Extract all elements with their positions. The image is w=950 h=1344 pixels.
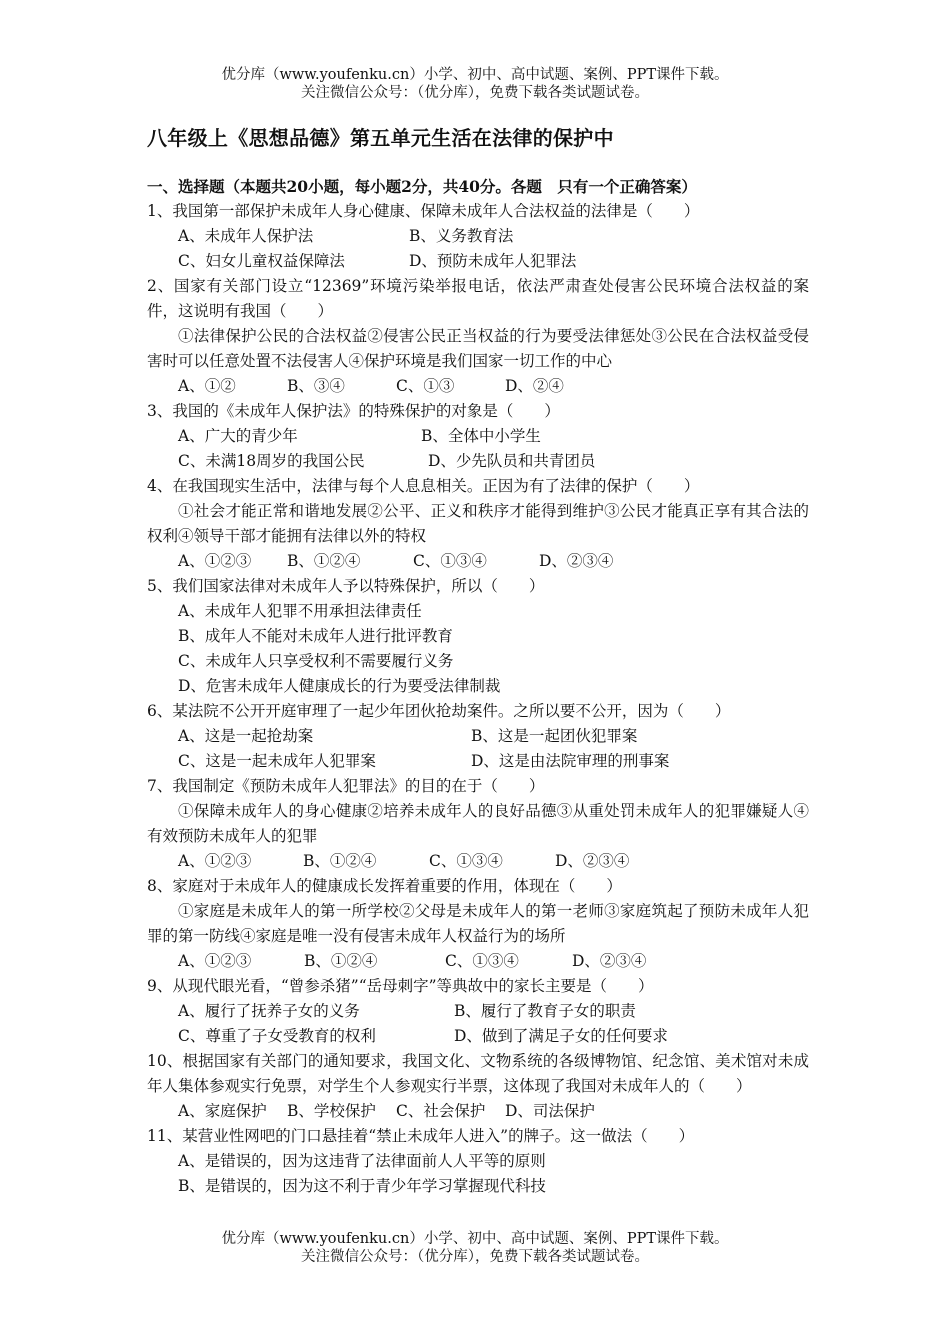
option-row bbox=[147, 224, 809, 249]
question-stem: 10、根据国家有关部门的通知要求，我国文化、文物系统的各级博物馆、纪念馆、美术馆对未成年人集体参观实行免票，对学生个人参观实行半票，这体现了我国对未成年人的（ ） bbox=[147, 1052, 809, 1095]
page-header bbox=[0, 66, 950, 102]
option: A、广大的青少年 bbox=[178, 427, 298, 445]
option-row bbox=[147, 999, 809, 1024]
option: D、危害未成年人健康成长的行为要受法律制裁 bbox=[178, 677, 501, 695]
option: D、少先队员和共青团员 bbox=[428, 452, 596, 470]
question-statements: ①法律保护公民的合法权益②侵害公民正当权益的行为要受法律惩处③公民在合法权益受侵害时可以任意处置不法侵害人④保护环境是我们国家一切工作的中心 bbox=[147, 327, 809, 370]
option: A、未成年人保护法 bbox=[178, 227, 314, 245]
footer-line-1: 优分库（www.youfenku.cn）小学、初中、高中试题、案例、PPT课件下载。 bbox=[221, 1231, 729, 1247]
option: A、家庭保护 bbox=[178, 1102, 267, 1120]
header-line-1: 优分库（www.youfenku.cn）小学、初中、高中试题、案例、PPT课件下载。 bbox=[221, 67, 729, 83]
question-stem: 3、我国的《未成年人保护法》的特殊保护的对象是（ ） bbox=[147, 402, 560, 420]
option: C、①③④ bbox=[429, 852, 503, 870]
option-row bbox=[147, 424, 809, 449]
option: C、未成年人只享受权利不需要履行义务 bbox=[178, 652, 454, 670]
option: B、履行了教育子女的职责 bbox=[454, 1002, 636, 1020]
option: C、妇女儿童权益保障法 bbox=[178, 252, 345, 270]
option: B、是错误的，因为这不利于青少年学习掌握现代科技 bbox=[178, 1177, 546, 1195]
option: D、司法保护 bbox=[505, 1102, 595, 1120]
question-stem: 7、我国制定《预防未成年人犯罪法》的目的在于（ ） bbox=[147, 777, 545, 795]
option: A、是错误的，因为这违背了法律面前人人平等的原则 bbox=[178, 1152, 546, 1170]
question-section bbox=[147, 174, 809, 1199]
question-statements: ①社会才能正常和谐地发展②公平、正义和秩序才能得到维护③公民才能真正享有其合法的权利④领导干部才能拥有法律以外的特权 bbox=[147, 502, 809, 545]
option: B、①②④ bbox=[304, 952, 378, 970]
option: A、①②③ bbox=[178, 552, 252, 570]
option-row bbox=[147, 549, 809, 574]
header-line-2: 关注微信公众号：（优分库），免费下载各类试题试卷。 bbox=[301, 85, 649, 101]
footer-line-2: 关注微信公众号：（优分库），免费下载各类试题试卷。 bbox=[301, 1249, 649, 1265]
option: C、未满18周岁的我国公民 bbox=[178, 452, 365, 470]
option: C、①③④ bbox=[413, 552, 487, 570]
option: B、义务教育法 bbox=[409, 227, 514, 245]
option: B、学校保护 bbox=[287, 1102, 376, 1120]
option-row bbox=[147, 249, 809, 274]
option: C、①③ bbox=[396, 377, 455, 395]
option: C、这是一起未成年人犯罪案 bbox=[178, 752, 376, 770]
question-stem: 6、某法院不公开开庭审理了一起少年团伙抢劫案件。之所以要不公开，因为（ ） bbox=[147, 702, 731, 720]
option: B、①②④ bbox=[303, 852, 377, 870]
option: B、③④ bbox=[287, 377, 345, 395]
option: D、②③④ bbox=[572, 952, 647, 970]
option-row bbox=[147, 1024, 809, 1049]
question-stem: 2、国家有关部门设立“12369”环境污染举报电话，依法严肃查处侵害公民环境合法权益的案件，这说明有我国（ ） bbox=[147, 277, 809, 320]
option-row bbox=[147, 1099, 809, 1124]
question-statements: ①家庭是未成年人的第一所学校②父母是未成年人的第一老师③家庭筑起了预防未成年人犯罪的第一防线④家庭是唯一没有侵害未成年人权益行为的场所 bbox=[147, 902, 809, 945]
option: A、未成年人犯罪不用承担法律责任 bbox=[178, 602, 422, 620]
option: D、预防未成年人犯罪法 bbox=[409, 252, 577, 270]
option: D、这是由法院审理的刑事案 bbox=[471, 752, 670, 770]
option: A、这是一起抢劫案 bbox=[178, 727, 314, 745]
option: A、履行了抚养子女的义务 bbox=[178, 1002, 360, 1020]
option-row bbox=[147, 849, 809, 874]
option: A、①②③ bbox=[178, 852, 252, 870]
option: A、①②③ bbox=[178, 952, 252, 970]
option: D、②③④ bbox=[555, 852, 630, 870]
option: D、②④ bbox=[505, 377, 564, 395]
option: B、全体中小学生 bbox=[421, 427, 541, 445]
question-stem: 5、我们国家法律对未成年人予以特殊保护，所以（ ） bbox=[147, 577, 545, 595]
option: B、①②④ bbox=[287, 552, 361, 570]
option: D、做到了满足子女的任何要求 bbox=[454, 1027, 668, 1045]
question-statements: ①保障未成年人的身心健康②培养未成年人的良好品德③从重处罚未成年人的犯罪嫌疑人④有效预防未成年人的犯罪 bbox=[147, 802, 809, 845]
question-stem: 4、在我国现实生活中，法律与每个人息息相关。正因为有了法律的保护（ ） bbox=[147, 477, 700, 495]
option-row bbox=[147, 949, 809, 974]
option: A、①② bbox=[178, 377, 236, 395]
question-stem: 8、家庭对于未成年人的健康成长发挥着重要的作用，体现在（ ） bbox=[147, 877, 622, 895]
option: C、①③④ bbox=[445, 952, 519, 970]
question-stem: 1、我国第一部保护未成年人身心健康、保障未成年人合法权益的法律是（ ） bbox=[147, 202, 700, 220]
option: C、尊重了子女受教育的权利 bbox=[178, 1027, 376, 1045]
option: C、社会保护 bbox=[396, 1102, 486, 1120]
option-row bbox=[147, 449, 809, 474]
option: B、成年人不能对未成年人进行批评教育 bbox=[178, 627, 453, 645]
section-heading: 一、选择题（本题共20小题，每小题2分，共40分。各题 只有一个正确答案） bbox=[147, 177, 697, 196]
option: B、这是一起团伙犯罪案 bbox=[471, 727, 638, 745]
document-title: 八年级上《思想品德》第五单元生活在法律的保护中 bbox=[147, 126, 614, 150]
question-stem: 9、从现代眼光看，“曾参杀猪”“岳母刺字”等典故中的家长主要是（ ） bbox=[147, 977, 654, 995]
option: D、②③④ bbox=[539, 552, 614, 570]
page-footer bbox=[0, 1230, 950, 1266]
option-row bbox=[147, 374, 809, 399]
question-stem: 11、某营业性网吧的门口悬挂着“禁止未成年人进入”的牌子。这一做法（ ） bbox=[147, 1127, 695, 1145]
option-row bbox=[147, 724, 809, 749]
option-row bbox=[147, 749, 809, 774]
